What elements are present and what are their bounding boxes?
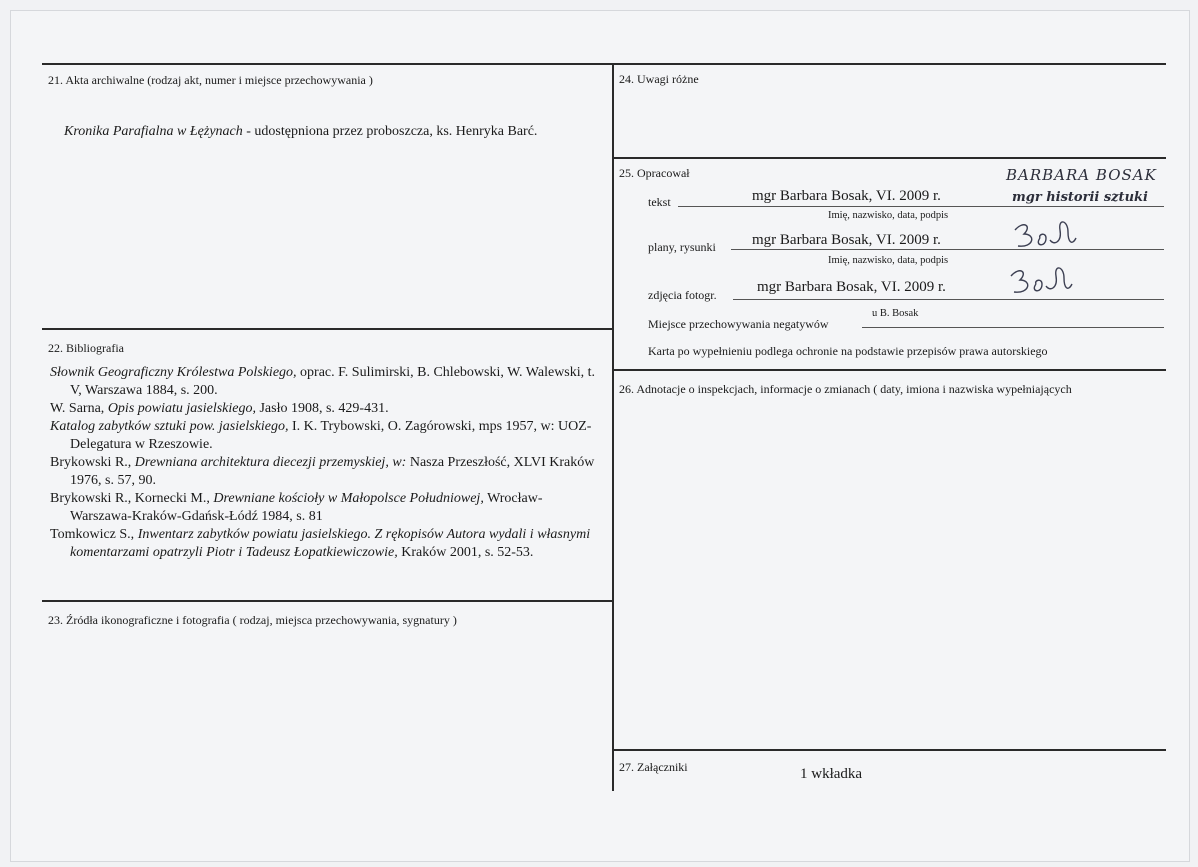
- rule-27: [613, 749, 1166, 751]
- archival-record-title: Kronika Parafialna w Łężynach: [64, 124, 243, 139]
- bibliography-entry: W. Sarna, Opis powiatu jasielskiego, Jasło 1908, s. 429-431.: [50, 401, 389, 416]
- section-21-label: 21. Akta archiwalne (rodzaj akt, numer i miejsce przechowywania ): [48, 73, 373, 87]
- author-stamp-title: mgr historii sztuki: [1012, 190, 1148, 205]
- rule-25: [613, 157, 1166, 159]
- section-24-label: 24. Uwagi różne: [619, 72, 699, 86]
- photos-row-line: [733, 299, 1164, 300]
- plans-row-line: [731, 249, 1164, 250]
- section-25-label: 25. Opracował: [619, 166, 690, 180]
- attachments-value: 1 wkładka: [800, 766, 863, 782]
- author-stamp: BARBARA BOSAK: [1006, 166, 1157, 184]
- negatives-value: u B. Bosak: [872, 308, 919, 319]
- text-row-caption: Imię, nazwisko, data, podpis: [828, 210, 949, 221]
- section-23-label: 23. Źródła ikonograficzne i fotografia ( rodzaj, miejsca przechowywania, sygnatury ): [48, 613, 457, 627]
- center-divider: [612, 63, 614, 791]
- text-row-value: mgr Barbara Bosak, VI. 2009 r.: [752, 188, 941, 204]
- archival-record-note: - udostępniona przez proboszcza, ks. Henryka Barć.: [242, 124, 538, 139]
- signature-mark: [1006, 262, 1076, 302]
- section-27-label: 27. Załączniki: [619, 760, 688, 774]
- archival-record-text: [64, 124, 537, 140]
- rule-22: [42, 328, 613, 330]
- bibliography-entry: Tomkowicz S., Inwentarz zabytków powiatu jasielskiego. Z rękopisów Autora wydali i własnymi komentarzami opatrzyli Piotr i Tadeusz Łopatkiewiczowie, Kraków 2001, s. 52-53.: [50, 527, 591, 560]
- rule-23: [42, 600, 613, 602]
- rule-26: [613, 369, 1166, 371]
- bibliography-entry: Brykowski R., Kornecki M., Drewniane kościoły w Małopolsce Południowej, Wrocław-Warszawa-Kraków-Gdańsk-Łódź 1984, s. 81: [50, 491, 543, 524]
- photos-row-label: zdjęcia fotogr.: [648, 288, 717, 302]
- bibliography-list: [50, 364, 602, 562]
- text-row-line: [678, 206, 1164, 207]
- text-row-label: tekst: [648, 195, 671, 209]
- bibliography-entry: Słownik Geograficzny Królestwa Polskiego, oprac. F. Sulimirski, B. Chlebowski, W. Walewski, t. V, Warszawa 1884, s. 200.: [50, 365, 596, 398]
- copyright-note: Karta po wypełnieniu podlega ochronie na podstawie przepisów prawa autorskiego: [648, 344, 1048, 358]
- top-rule: [42, 63, 1166, 65]
- bibliography-entry: Brykowski R., Drewniana architektura diecezji przemyskiej, w: Nasza Przeszłość, XLVI Kraków 1976, s. 57, 90.: [50, 455, 595, 488]
- section-22-label: 22. Bibliografia: [48, 341, 124, 355]
- negatives-line: [862, 327, 1164, 328]
- photos-row-value: mgr Barbara Bosak, VI. 2009 r.: [757, 279, 946, 295]
- bibliography-entry: Katalog zabytków sztuki pow. jasielskiego, I. K. Trybowski, O. Zagórowski, mps 1957, w: UOZ-Delegatura w Rzeszowie.: [50, 419, 592, 452]
- plans-row-value: mgr Barbara Bosak, VI. 2009 r.: [752, 232, 941, 248]
- section-26-label: 26. Adnotacje o inspekcjach, informacje o zmianach ( daty, imiona i nazwiska wypełniających: [619, 382, 1072, 396]
- signature-mark: [1010, 216, 1080, 256]
- plans-row-caption: Imię, nazwisko, data, podpis: [828, 255, 949, 266]
- plans-row-label: plany, rysunki: [648, 240, 716, 254]
- negatives-label: Miejsce przechowywania negatywów: [648, 317, 829, 331]
